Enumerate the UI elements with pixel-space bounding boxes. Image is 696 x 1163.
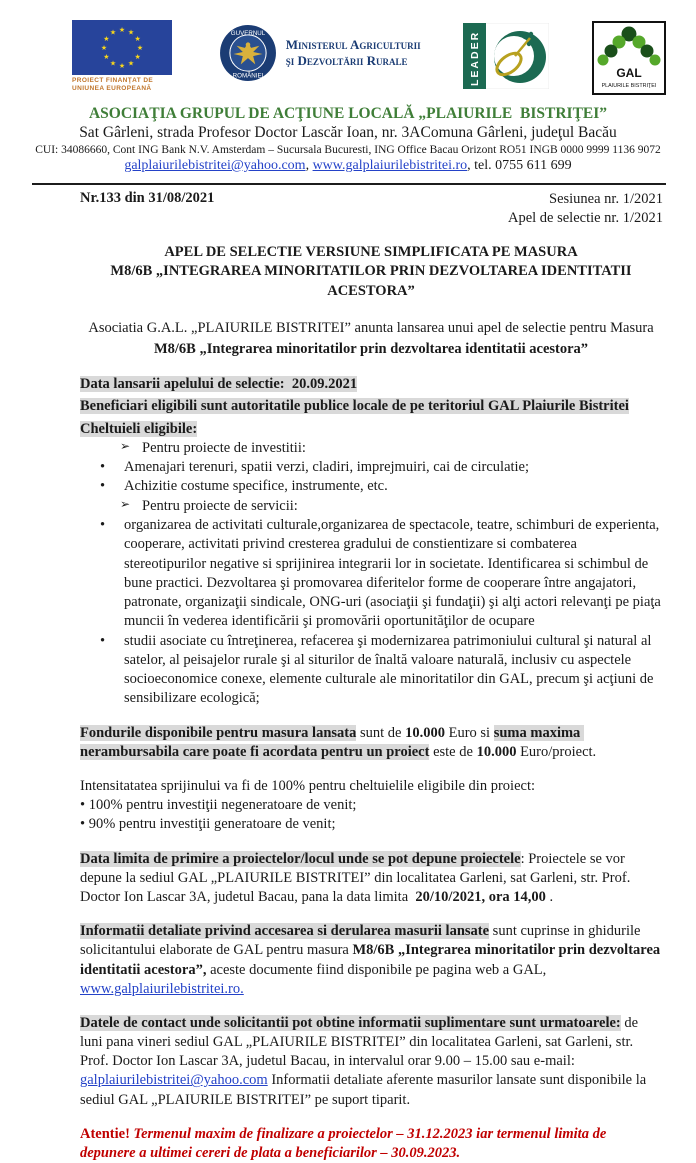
document-meta — [0, 185, 696, 228]
call-number: Apel de selectie nr. 1/2021 — [507, 209, 663, 226]
list-header-services: ➢ Pentru proiecte de servicii: — [120, 497, 662, 516]
phone-text: , tel. 0755 611 699 — [467, 158, 572, 173]
leader-icon — [463, 23, 549, 89]
attention-paragraph: Atentie! Termenul maxim de finalizare a proiectelor – 31.12.2023 iar termenul limita de depunere a ultimei cereri de plata a beneficiarilor – 30.09.2023. — [80, 1125, 610, 1161]
intensity-bullet-1: • 100% pentru investiţii negeneratoare de venit; — [80, 797, 357, 814]
session-info — [508, 190, 663, 228]
launch-date-line: Data lansarii apelului de selectie: 20.09.2021 — [80, 375, 358, 392]
email-link[interactable]: galplaiurilebistritei@yahoo.com — [80, 1072, 268, 1089]
intensity-bullet-2: • 90% pentru investiţii generatoare de venit; — [80, 816, 336, 833]
eu-flag-logo — [72, 20, 176, 93]
list-item: • studii asociate cu întreţinerea, refacerea şi modernizarea patrimoniului cultural şi natural al satelor, al peisajelor rurale şi al siturilor de înaltă valoare naturală, inclusiv cu aspectele socioeconomice conexe, elemente culturale ale minoritatilor din GAL, precum şi acţiuni de sensibilizare ecologică; — [100, 632, 662, 709]
svg-text:★: ★ — [134, 34, 141, 43]
svg-text:★: ★ — [103, 52, 110, 61]
session-number: Sesiunea nr. 1/2021 — [549, 191, 663, 207]
gal-icon — [592, 21, 666, 95]
svg-text:★: ★ — [103, 34, 110, 43]
document-title: APEL DE SELECTIE VERSIUNE SIMPLIFICATA PE MASURA M8/6B „INTEGRAREA MINORITATILOR PRIN DEZVOLTAREA IDENTITATII ACESTORA” — [110, 243, 635, 299]
email-link[interactable]: galplaiurilebistritei@yahoo.com — [124, 158, 306, 173]
org-name: ASOCIAŢIA GRUPUL DE ACŢIUNE LOCALĂ „PLAIURILE BISTRIŢEI” — [88, 105, 608, 122]
svg-text:★: ★ — [127, 28, 135, 37]
website-link[interactable]: www.galplaiurilebistritei.ro. — [80, 980, 244, 997]
svg-text:★: ★ — [109, 59, 117, 68]
svg-text:GUVERNUL: GUVERNUL — [230, 29, 265, 37]
government-ministry-logo — [219, 24, 421, 82]
beneficiaries-line: Beneficiari eligibili sunt autoritatile publice locale de pe teritoriul GAL Plaiurile Bistritei — [80, 398, 629, 415]
eu-flag-icon — [72, 20, 172, 75]
attention-label: Atentie! — [80, 1125, 130, 1142]
info-paragraph: Informatii detaliate privind accesarea si derularea masurii lansate sunt cuprinse in ghidurile solicitantului elaborate de GAL pentru masura M8/6B „Integrarea minoritatilor prin dezvoltarea identitatii acestora”, aceste documente fiind disponibile pe pagina web a GAL, www.galplaiurilebistritei.ro. — [80, 923, 664, 997]
document-number: Nr.133 din 31/08/2021 — [80, 190, 215, 206]
bullet-icon: • — [100, 632, 106, 649]
arrow-bullet-icon: ➢ — [120, 438, 131, 453]
svg-text:★: ★ — [127, 59, 135, 68]
list-header-investments: ➢ Pentru proiecte de investitii: — [120, 439, 662, 458]
svg-text:ROMÂNIEI: ROMÂNIEI — [232, 72, 264, 80]
bullet-icon: • — [100, 478, 106, 495]
org-registration-line: CUI: 34086660, Cont ING Bank N.V. Amsterdam – Sucursala Bucuresti, ING Office Bacau Orizont RO51 INGB 0000 9999 1136 9072 — [35, 144, 661, 156]
eu-flag-caption: PROIECT FINANŢAT DE UNIUNEA EUROPEANĂ — [72, 77, 154, 93]
svg-text:★: ★ — [118, 61, 126, 70]
svg-text:GAL: GAL — [616, 66, 642, 80]
bullet-icon: • — [100, 459, 106, 476]
funds-paragraph: Fondurile disponibile pentru masura lansata sunt de 10.000 Euro si suma maxima nerambursabila care poate fi acordata pentru un proiect este de 10.000 Euro/proiect. — [80, 724, 597, 761]
gal-logo — [592, 21, 666, 95]
bullet-icon: • — [100, 516, 106, 533]
svg-text:★: ★ — [136, 43, 144, 52]
document-body — [0, 243, 696, 1163]
eligible-expenses-line: Cheltuieli eligibile: — [80, 420, 198, 437]
ministry-name: Ministerul Agriculturii şi Dezvoltării Rurale — [285, 36, 421, 68]
website-link[interactable]: www.galplaiurilebistritei.ro — [312, 158, 468, 173]
logo-row — [0, 16, 696, 102]
list-item: • organizarea de activitati culturale,organizarea de spectacole, teatre, schimburi de experienta, cooperare, activitati privind cresterea gradului de constientizare si combaterea stereotipurilor negative si sprijinirea integrarii lor in societate. Identificarea si schimbul de bune practici. Dezvoltarea şi promovarea diferitelor forme de cooperare între angajatori, patronate, organizaţii sindicale, ONG-uri (asociaţii şi fundaţii) şi alţi actori relevanţi pe piaţa muncii în vederea identificării şi promovării oportunităţilor de ocupare — [100, 516, 662, 632]
government-seal-icon — [219, 24, 277, 82]
svg-text:PLAIURILE BISTRIŢEI: PLAIURILE BISTRIŢEI — [601, 83, 657, 89]
contact-paragraph: Datele de contact unde solicitantii pot obtine informatii suplimentare sunt urmatoarele: de luni pana vineri sediul GAL „PLAIURILE BISTRITEI” din localitatea Garleni, sat Garleni, str. Prof. Doctor Ion Lascar 3A, judetul Bacau, in intervalul orar 9.00 – 15.00 sau e-mail: galplaiurilebistritei@yahoo.com Informatii detaliate aferente masurilor lansate sunt disponibile la sediul GAL „PLAIURILE BISTRITEI” pe suport tiparit. — [80, 1014, 650, 1108]
list-item: • Amenajari terenuri, spatii verzi, cladiri, imprejmuiri, cai de circulatie; — [100, 458, 662, 477]
org-address: Sat Gârleni, strada Profesor Doctor Lascăr Ioan, nr. 3AComuna Gârleni, judeţul Bacău — [79, 124, 617, 141]
svg-text:LEADER: LEADER — [469, 30, 482, 86]
leader-logo — [463, 23, 549, 89]
deadline-paragraph: Data limita de primire a proiectelor/locul unde se pot depune proiectele: Proiectele se vor depune la sediul GAL „PLAIURILE BISTRITEI” din localitatea Garleni, sat Garleni, str. Prof. Doctor Ion Lascar 3A, judetul Bacau, pana la data limita 20/10/2021, ora 14,00 . — [80, 850, 634, 906]
svg-text:★: ★ — [100, 43, 108, 52]
svg-text:★: ★ — [134, 52, 141, 61]
link-separator: , — [305, 158, 313, 173]
intensity-line: Intensitatatea sprijinului va fi de 100% pentru cheltuielile eligibile din proiect: — [80, 777, 536, 794]
org-contact-line — [28, 158, 668, 174]
svg-text:★: ★ — [118, 25, 126, 34]
arrow-bullet-icon: ➢ — [120, 496, 131, 511]
intro-paragraph: Asociatia G.A.L. „PLAIURILE BISTRITEI” anunta lansarea unui apel de selectie pentru Masura M8/6B „Integrarea minoritatilor prin dezvoltarea identitatii acestora” — [88, 320, 654, 357]
svg-text:★: ★ — [109, 28, 117, 37]
list-item: • Achizitie costume specifice, instrumente, etc. — [100, 477, 662, 496]
letterhead — [0, 105, 696, 174]
